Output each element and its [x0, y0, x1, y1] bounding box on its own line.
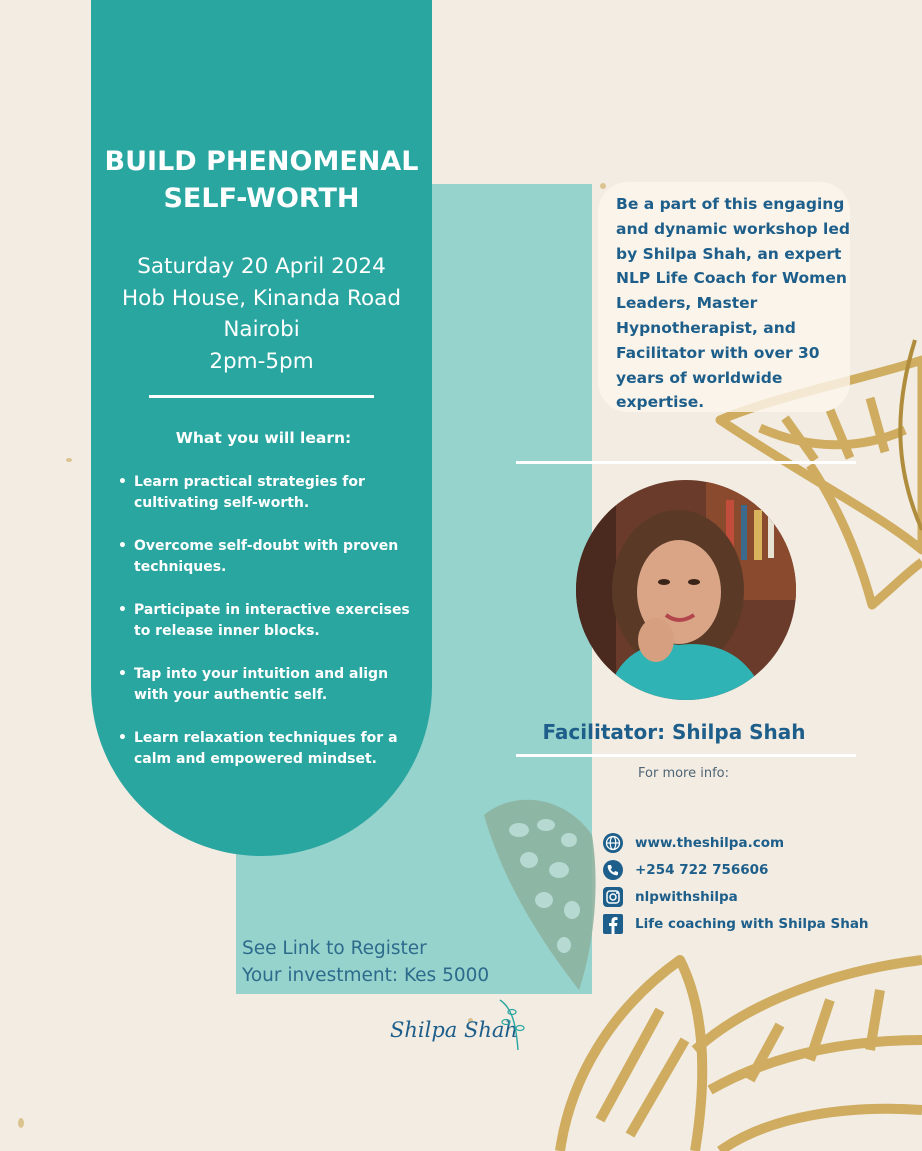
register-link-text[interactable]: See Link to Register	[242, 938, 427, 959]
instagram-icon	[602, 886, 624, 908]
about-text: Be a part of this engaging and dynamic workshop led by Shilpa Shah, an expert NLP Life Coach for Women Leaders, Master Hypnotherapist, and Facilitator with over 30 years of worldwide expertise.	[616, 195, 850, 412]
list-item: • Overcome self-doubt with proven techniques.	[134, 536, 424, 578]
paper-speck	[18, 1118, 24, 1128]
butterfly-icon	[474, 795, 600, 995]
website-text[interactable]: www.theshilpa.com	[635, 835, 785, 851]
list-item: • Learn practical strategies for cultivating self-worth.	[134, 472, 424, 514]
more-info-label: For more info:	[638, 766, 730, 781]
facebook-link[interactable]	[602, 913, 869, 935]
divider	[516, 461, 856, 464]
list-item: • Learn relaxation techniques for a calm and empowered mindset.	[134, 728, 424, 770]
paper-speck	[600, 183, 606, 189]
investment-text: Your investment: Kes 5000	[242, 965, 490, 986]
facebook-icon	[602, 913, 624, 935]
paper-speck	[66, 458, 72, 462]
signature-text: Shilpa Shah	[390, 1018, 518, 1042]
instagram-link[interactable]	[602, 886, 738, 908]
facilitator-name: Facilitator: Shilpa Shah	[542, 720, 806, 744]
list-item: • Tap into your intuition and align with your authentic self.	[134, 664, 424, 706]
instagram-text[interactable]: nlpwithshilpa	[635, 889, 738, 905]
phone-icon	[602, 859, 624, 881]
divider	[516, 754, 856, 757]
title-line: BUILD PHENOMENAL	[104, 146, 419, 177]
event-date: Saturday 20 April 2024	[137, 254, 386, 279]
list-item: • Participate in interactive exercises to release inner blocks.	[134, 600, 424, 642]
title-line: SELF-WORTH	[163, 183, 360, 214]
learn-list	[134, 472, 424, 792]
event-time: 2pm-5pm	[209, 348, 314, 374]
event-info	[91, 251, 432, 377]
vine-icon	[492, 996, 526, 1054]
divider	[149, 395, 374, 398]
register-info	[242, 935, 489, 989]
facebook-text[interactable]: Life coaching with Shilpa Shah	[635, 916, 869, 932]
main-panel	[91, 0, 432, 856]
website-link[interactable]	[602, 832, 784, 854]
page-title	[91, 143, 432, 217]
phone-text[interactable]: +254 722 756606	[635, 862, 769, 878]
facilitator-photo	[576, 480, 796, 700]
learn-heading: What you will learn:	[175, 429, 352, 447]
globe-icon	[602, 832, 624, 854]
event-city: Nairobi	[223, 317, 300, 342]
phone-link[interactable]	[602, 859, 768, 881]
event-venue: Hob House, Kinanda Road	[122, 285, 401, 311]
